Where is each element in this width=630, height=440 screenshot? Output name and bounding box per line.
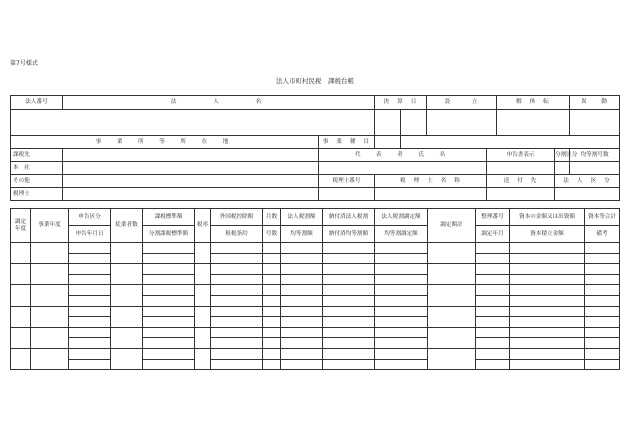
entry-cell	[263, 264, 281, 275]
entry-cell	[281, 306, 323, 317]
send-to-header: 送 付 先	[487, 175, 555, 188]
col-rate: 税率	[195, 209, 211, 243]
entry-cell	[281, 348, 323, 359]
entry-cell	[510, 306, 585, 317]
entry-cell	[476, 306, 510, 317]
entry-cell	[211, 274, 263, 285]
col-capital-bottom: 資本積立金額	[510, 226, 585, 243]
entry-cell	[585, 317, 620, 328]
entry-cell	[476, 285, 510, 296]
col-capital-sum-bottom: 備考	[585, 226, 620, 243]
entry-cell	[69, 327, 111, 338]
corp-name-cell	[11, 110, 375, 136]
col-paid-bottom: 納付済均等割額	[323, 226, 375, 243]
entry-cell	[585, 274, 620, 285]
entry-cell	[211, 264, 263, 275]
entry-cell	[69, 295, 111, 306]
col-business-year: 事業年度	[31, 209, 69, 243]
entry-cell	[263, 338, 281, 349]
entry-cell	[211, 348, 263, 359]
entry-cell	[263, 274, 281, 285]
entry-cell	[476, 295, 510, 306]
corp-number-header: 法人番号	[11, 96, 63, 110]
corp-name-header: 法 人 名	[63, 96, 375, 110]
entry-cell	[69, 306, 111, 317]
entry-cell	[281, 338, 323, 349]
tax-accountant-no-header: 税理士番号	[319, 175, 375, 188]
entry-cell	[375, 264, 428, 275]
send-to-cell	[487, 188, 555, 201]
table-row	[11, 285, 620, 296]
col-serial-bottom: 調定年月	[476, 226, 510, 243]
entry-cell	[281, 317, 323, 328]
entry-cell	[585, 243, 620, 254]
col-assess-total: 調定額計	[428, 209, 476, 243]
label-head-office: 本 社	[11, 162, 63, 175]
entry-cell	[143, 348, 195, 359]
entry-cell	[69, 359, 111, 370]
table-row	[11, 327, 620, 338]
entry-cell	[69, 264, 111, 275]
corporation-info-table	[10, 95, 620, 201]
entry-cell	[69, 348, 111, 359]
entry-cell	[281, 359, 323, 370]
entry-cell	[211, 338, 263, 349]
entry-cell	[323, 327, 375, 338]
col-assess-amt-top: 法人税割調定額	[375, 209, 428, 226]
entry-cell	[143, 285, 195, 296]
entry-cell	[323, 348, 375, 359]
col-employees: 従業者数	[111, 209, 143, 243]
col-assess-amt-bottom: 均等割調定額	[375, 226, 428, 243]
entry-cell	[323, 264, 375, 275]
entry-cell	[211, 253, 263, 264]
equal-split-cell	[570, 162, 620, 175]
table-row	[11, 306, 620, 317]
business-type-cell	[375, 136, 401, 149]
entry-cell	[281, 274, 323, 285]
established-header: 設 立	[427, 96, 497, 110]
table-row	[11, 359, 620, 370]
fiscal-end-cell-a	[375, 110, 401, 136]
entry-cell	[476, 317, 510, 328]
declaration-cell	[487, 162, 555, 175]
col-serial-top: 整理番号	[476, 209, 510, 226]
entry-cell	[31, 285, 69, 306]
col-assess-year: 調定 年度	[11, 209, 31, 243]
entry-cell	[11, 327, 31, 348]
entry-cell	[69, 285, 111, 296]
table-row	[11, 317, 620, 328]
entry-cell	[510, 317, 585, 328]
head-office-cell	[63, 162, 319, 175]
entry-cell	[375, 243, 428, 254]
entry-cell	[476, 274, 510, 285]
entry-cell	[195, 264, 211, 285]
entry-cell	[476, 327, 510, 338]
entry-cell	[211, 243, 263, 254]
entry-cell	[11, 348, 31, 369]
entry-cell	[428, 348, 476, 369]
entry-cell	[375, 306, 428, 317]
entry-cell	[263, 327, 281, 338]
assessment-rows	[11, 243, 620, 370]
entry-cell	[375, 285, 428, 296]
tax-accountant-name-header: 税 理 士 名 称	[375, 175, 487, 188]
entry-cell	[476, 243, 510, 254]
entry-cell	[263, 348, 281, 359]
declaration-header: 申告書表示	[487, 149, 555, 162]
entry-cell	[281, 295, 323, 306]
tax-assessment-table	[10, 208, 620, 370]
corp-class-header: 法 人 区 分	[555, 175, 620, 188]
entry-cell	[476, 348, 510, 359]
table-row	[11, 295, 620, 306]
entry-cell	[428, 264, 476, 285]
entry-cell	[510, 264, 585, 275]
entry-cell	[375, 274, 428, 285]
entry-cell	[281, 253, 323, 264]
col-corp-tax-top: 法人税割額	[281, 209, 323, 226]
entry-cell	[69, 317, 111, 328]
col-foreign-top: 外国税控除額	[211, 209, 263, 226]
col-months-bottom: 号数	[263, 226, 281, 243]
entry-cell	[195, 243, 211, 264]
entry-cell	[323, 274, 375, 285]
other-cell	[63, 175, 319, 188]
entry-cell	[195, 348, 211, 369]
entry-cell	[510, 359, 585, 370]
entry-cell	[263, 243, 281, 254]
fiscal-end-header: 決 算 日	[375, 96, 427, 110]
entry-cell	[31, 327, 69, 348]
entry-cell	[281, 327, 323, 338]
entry-cell	[375, 253, 428, 264]
entry-cell	[69, 338, 111, 349]
entry-cell	[585, 327, 620, 338]
entry-cell	[585, 295, 620, 306]
entry-cell	[263, 306, 281, 317]
entry-cell	[111, 327, 143, 348]
entry-cell	[510, 243, 585, 254]
col-corp-tax-bottom: 均等割額	[281, 226, 323, 243]
entry-cell	[585, 285, 620, 296]
table-row	[11, 243, 620, 254]
entry-cell	[143, 295, 195, 306]
table-row	[11, 348, 620, 359]
col-std-top: 課税標準額	[143, 209, 195, 226]
entry-cell	[585, 338, 620, 349]
entry-cell	[211, 285, 263, 296]
entry-cell	[281, 243, 323, 254]
entry-cell	[211, 359, 263, 370]
form-title: 法人市町村民税 課税台帳	[276, 77, 354, 85]
entry-cell	[323, 338, 375, 349]
entry-cell	[11, 243, 31, 264]
entry-cell	[585, 253, 620, 264]
entry-cell	[211, 317, 263, 328]
entry-cell	[111, 243, 143, 264]
col-paid-top: 納付済法人税割	[323, 209, 375, 226]
entry-cell	[263, 285, 281, 296]
entry-cell	[585, 348, 620, 359]
entry-cell	[428, 243, 476, 264]
established-cell	[427, 110, 497, 136]
change-header: 異 動	[570, 96, 620, 110]
entry-cell	[143, 306, 195, 317]
entry-cell	[428, 327, 476, 348]
entry-cell	[476, 253, 510, 264]
change-cell	[570, 110, 620, 136]
entry-cell	[31, 348, 69, 369]
entry-cell	[375, 295, 428, 306]
entry-cell	[585, 306, 620, 317]
entry-cell	[375, 359, 428, 370]
col-months-top: 月数	[263, 209, 281, 226]
entry-cell	[323, 253, 375, 264]
entry-cell	[281, 264, 323, 275]
entry-cell	[585, 264, 620, 275]
entry-cell	[195, 285, 211, 306]
entry-cell	[11, 306, 31, 327]
entry-cell	[323, 359, 375, 370]
tax-accountant-name-cell	[375, 188, 487, 201]
entry-cell	[510, 295, 585, 306]
rep-name-cell	[319, 162, 487, 175]
entry-cell	[11, 264, 31, 285]
tax-accountant-no-cell	[319, 188, 375, 201]
entry-cell	[69, 274, 111, 285]
entry-cell	[69, 253, 111, 264]
blank-row3-right	[401, 136, 620, 149]
fiscal-end-cell-b	[401, 110, 427, 136]
entry-cell	[111, 306, 143, 327]
entry-cell	[143, 327, 195, 338]
entry-cell	[510, 327, 585, 338]
entry-cell	[263, 359, 281, 370]
table-row	[11, 264, 620, 275]
entry-cell	[111, 285, 143, 306]
col-std-bottom: 分割課税標準額	[143, 226, 195, 243]
entry-cell	[31, 264, 69, 285]
entry-cell	[143, 253, 195, 264]
equal-split-header: 均等割号数	[570, 149, 620, 162]
business-type-header: 事 業 種 目	[319, 136, 375, 149]
entry-cell	[11, 285, 31, 306]
division-cell	[555, 162, 570, 175]
entry-cell	[476, 338, 510, 349]
entry-cell	[263, 317, 281, 328]
entry-cell	[31, 243, 69, 264]
entry-cell	[323, 243, 375, 254]
entry-cell	[510, 253, 585, 264]
division-header: 分割区分	[555, 149, 570, 162]
entry-cell	[323, 295, 375, 306]
rep-name-header: 代 表 者 氏 名	[319, 149, 487, 162]
entry-cell	[143, 274, 195, 285]
entry-cell	[428, 306, 476, 327]
entry-cell	[111, 348, 143, 369]
dissolution-header: 解 休 転	[497, 96, 570, 110]
label-other: その他	[11, 175, 63, 188]
entry-cell	[143, 359, 195, 370]
entry-cell	[510, 348, 585, 359]
col-foreign-bottom: 租税条約	[211, 226, 263, 243]
entry-cell	[323, 285, 375, 296]
table-row	[11, 274, 620, 285]
table-row	[11, 338, 620, 349]
entry-cell	[211, 327, 263, 338]
tax-accountant-cell	[63, 188, 319, 201]
entry-cell	[263, 253, 281, 264]
corp-class-cell	[555, 188, 620, 201]
tax-office-cell	[63, 149, 319, 162]
entry-cell	[143, 243, 195, 254]
form-number: 第7号様式	[10, 60, 38, 67]
entry-cell	[375, 327, 428, 338]
entry-cell	[375, 348, 428, 359]
entry-cell	[211, 306, 263, 317]
entry-cell	[375, 317, 428, 328]
col-capital-sum-top: 資本等合計	[585, 209, 620, 226]
entry-cell	[143, 338, 195, 349]
entry-cell	[281, 285, 323, 296]
col-decl-bottom: 申告年月日	[69, 226, 111, 243]
entry-cell	[510, 338, 585, 349]
entry-cell	[510, 274, 585, 285]
entry-cell	[323, 306, 375, 317]
dissolution-cell	[497, 110, 570, 136]
entry-cell	[476, 359, 510, 370]
entry-cell	[585, 359, 620, 370]
entry-cell	[428, 285, 476, 306]
entry-cell	[143, 317, 195, 328]
entry-cell	[263, 295, 281, 306]
entry-cell	[111, 264, 143, 285]
entry-cell	[476, 264, 510, 275]
office-location-header: 事 業 所 等 所 在 地	[11, 136, 319, 149]
entry-cell	[143, 264, 195, 275]
entry-cell	[375, 338, 428, 349]
col-decl-top: 申告区分	[69, 209, 111, 226]
entry-cell	[69, 243, 111, 254]
entry-cell	[510, 285, 585, 296]
label-tax-office: 課税先	[11, 149, 63, 162]
entry-cell	[31, 306, 69, 327]
entry-cell	[323, 317, 375, 328]
table-row	[11, 253, 620, 264]
entry-cell	[211, 295, 263, 306]
entry-cell	[195, 306, 211, 327]
col-capital-top: 資本の金額又は出資額	[510, 209, 585, 226]
entry-cell	[195, 327, 211, 348]
label-tax-accountant: 税理士	[11, 188, 63, 201]
